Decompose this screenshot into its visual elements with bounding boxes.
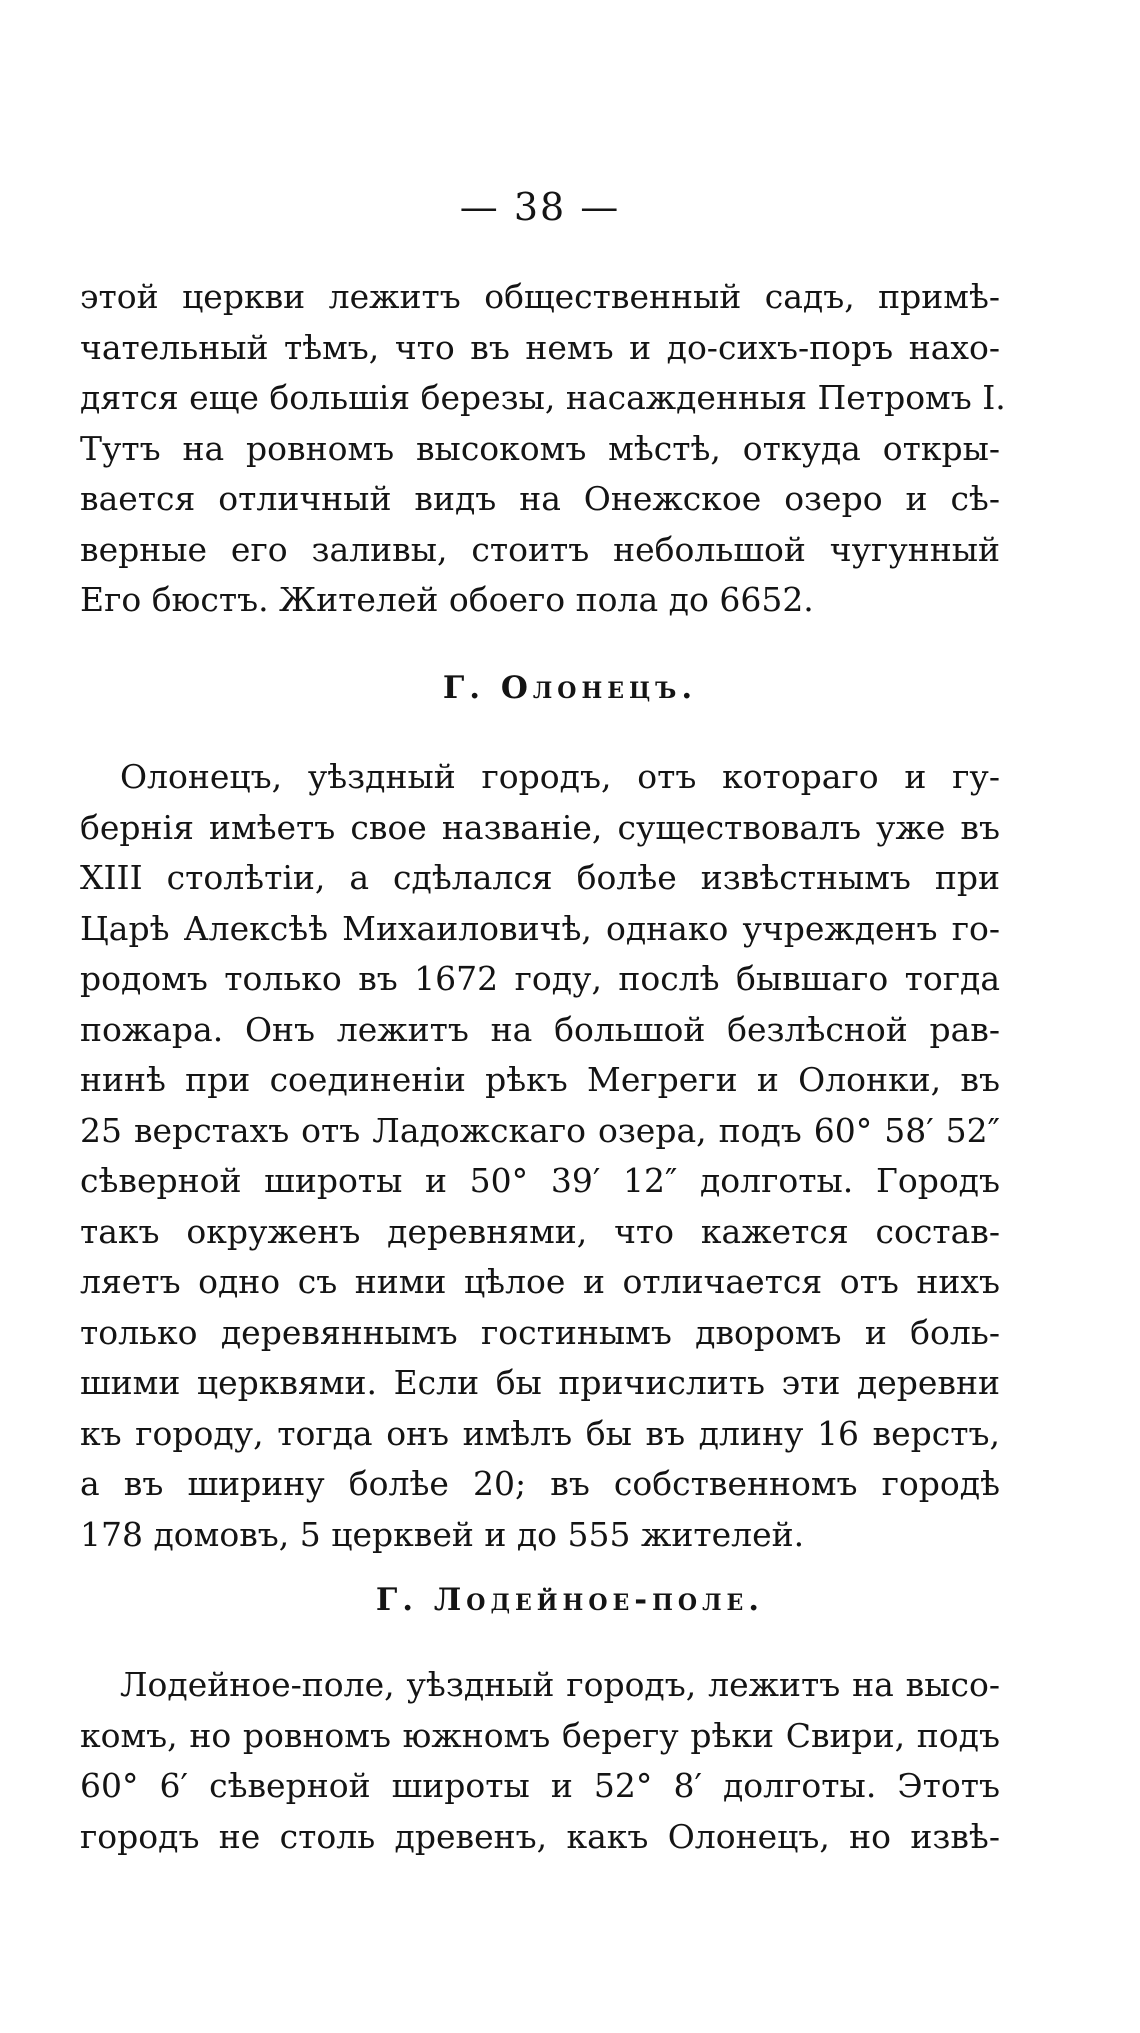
text-line: къ городу, тогда онъ имѣлъ бы въ длину 16 верстъ, <box>80 1413 1000 1453</box>
text-line: шими церквями. Если бы причислить эти деревни <box>80 1363 1000 1402</box>
text-line: Царѣ Алексѣѣ Михаиловичѣ, однако учрежденъ го- <box>80 908 1000 948</box>
text-line: верные его заливы, стоитъ небольшой чугунный <box>80 529 1000 569</box>
text-line: пожара. Онъ лежитъ на большой безлѣсной рав- <box>80 1009 1000 1049</box>
text-line: XIII столѣтіи, а сдѣлался болѣе извѣстнымъ при <box>80 858 1000 897</box>
text-line: городъ не столь древенъ, какъ Олонецъ, но извѣ- <box>80 1816 1000 1856</box>
text-line: 178 домовъ, 5 церквей и до 555 жителей. <box>80 1514 805 1554</box>
paragraph-lodeynoe-pole <box>80 1660 1000 1862</box>
text-line: Тутъ на ровномъ высокомъ мѣстѣ, откуда откры- <box>80 428 1000 468</box>
text-line: Его бюстъ. Жителей обоего пола до 6652. <box>80 580 814 619</box>
text-line: бернія имѣетъ свое названіе, существовалъ уже въ <box>80 807 1000 847</box>
text-line: этой церкви лежитъ общественный садъ, примѣ- <box>80 277 1000 316</box>
paragraph-continuation <box>80 272 1006 626</box>
text-line: ляетъ одно съ ними цѣлое и отличается отъ нихъ <box>80 1262 1000 1301</box>
text-line: сѣверной широты и 50° 39′ 12″ долготы. Городъ <box>80 1161 1000 1200</box>
text-line: чательный тѣмъ, что въ немъ и до-сихъ-поръ нахо- <box>80 327 1000 367</box>
text-line: вается отличный видъ на Онежское озеро и сѣ- <box>80 479 1000 518</box>
text-line: такъ окруженъ деревнями, что кажется состав- <box>80 1211 1000 1251</box>
section-heading-olonets: Г. Олонецъ. <box>442 670 698 706</box>
text-line: дятся еще большія березы, насажденныя Петромъ I. <box>80 378 1006 417</box>
text-line: нинѣ при соединеніи рѣкъ Мегреги и Олонки, въ <box>80 1060 1000 1099</box>
text-line: только деревяннымъ гостинымъ дворомъ и боль- <box>80 1312 1000 1352</box>
text-line: а въ ширину болѣе 20; въ собственномъ городѣ <box>80 1464 1000 1503</box>
text-line: Лодейное-поле, уѣздный городъ, лежитъ на высо- <box>120 1665 1000 1704</box>
text-line: Олонецъ, уѣздный городъ, отъ котораго и гу- <box>120 757 1000 796</box>
paragraph-olonets <box>80 752 1000 1560</box>
section-heading-lodeynoe-pole: Г. Лодейное-поле. <box>375 1582 765 1618</box>
text-line: родомъ только въ 1672 году, послѣ бывшаго тогда <box>80 959 1000 998</box>
text-line: комъ, но ровномъ южномъ берегу рѣки Свири, подъ <box>80 1715 1000 1755</box>
text-line: 60° 6′ сѣверной широты и 52° 8′ долготы. Этотъ <box>80 1766 1000 1805</box>
page-number: — 38 — <box>459 185 621 229</box>
text-line: 25 верстахъ отъ Ладожскаго озера, подъ 60° 58′ 52″ <box>80 1110 1000 1150</box>
